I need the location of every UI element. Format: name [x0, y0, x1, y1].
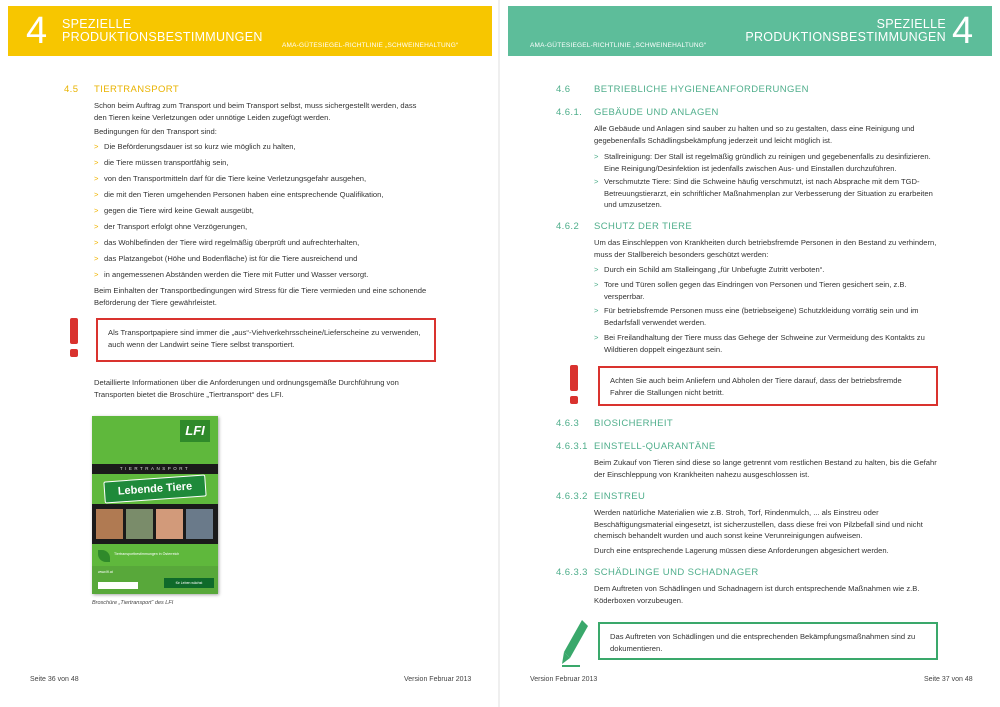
- list-item: > das Wohlbefinden der Tiere wird regelmäßig überprüft und aufrechterhalten,: [94, 238, 360, 247]
- arrow-icon: >: [594, 333, 599, 342]
- arrow-icon: >: [594, 306, 599, 315]
- list-item: > die Tiere müssen transportfähig sein,: [94, 158, 229, 167]
- list-item: > der Transport erfolgt ohne Verzögerungen,: [94, 222, 248, 231]
- cover-url: www.lfi.at: [98, 570, 113, 574]
- list-item: > das Platzangebot (Höhe und Bodenfläche) ist für die Tiere ausreichend und: [94, 254, 358, 263]
- list-item: > Die Beförderungsdauer ist so kurz wie möglich zu halten,: [94, 142, 296, 151]
- s4632-paragraph: Werden natürliche Materialien wie z.B. Stroh, Torf, Rindenmulch, ... als Einstreu oder Beschäftigungsmaterial eingesetzt, ist sicherzustellen, dass diese frei von Pilzbefall sind und nicht chemisch behandelt wurden und auch sonst keine Verunreinigungen aufweisen.: [594, 508, 923, 540]
- list-item: > in angemessenen Abständen werden die Tiere mit Futter und Wasser versorgt.: [94, 270, 369, 279]
- transport-papers-warning: Als Transportpapiere sind immer die „aus“-Viehverkehrsscheine/Lieferscheine zu verwenden, auch wenn der Landwirt seine Tiere selbst transportiert.: [96, 318, 436, 362]
- section-number: 4.5: [64, 84, 79, 95]
- chapter-title: [738, 18, 946, 44]
- list-item: > die mit den Tieren umgehenden Personen haben eine entsprechende Qualifikation,: [94, 190, 384, 199]
- list-item: > Für betriebsfremde Personen muss eine (betriebseigene) Schutzkleidung vorrätig sein und im Bedarfsfall verwendet werden.: [594, 306, 919, 327]
- section-title: TIERTRANSPORT: [94, 84, 180, 95]
- list-item: > Stallreinigung: Der Stall ist regelmäßig gründlich zu reinigen und gegebenenfalls zu desinfizieren. Eine Reinigung/Desinfektion ist jedenfalls zwischen Aus- und Einstallen durchzuführen.: [594, 152, 931, 173]
- intro-paragraph: Schon beim Auftrag zum Transport und beim Transport selbst, muss sichergestellt werden, dass den Tieren keine Verletzungen oder unnötige Leiden zugefügt werden.: [94, 101, 417, 122]
- pencil-icon: [560, 618, 590, 668]
- arrow-icon: >: [594, 177, 599, 186]
- cover-photo: [96, 509, 123, 539]
- page-number-left: Seite 36 von 48: [30, 676, 79, 683]
- version-left: Version Februar 2013: [404, 676, 472, 683]
- brochure-cover-image: [92, 416, 218, 594]
- chapter-number: 4: [26, 10, 48, 52]
- list-item: > gegen die Tiere wird keine Gewalt ausgeübt,: [94, 206, 254, 215]
- arrow-icon: >: [94, 158, 99, 167]
- cover-photo: [126, 509, 153, 539]
- arrow-icon: >: [594, 265, 599, 274]
- chapter-title: [62, 18, 263, 44]
- image-caption: Broschüre „Tiertransport“ des LFI: [92, 600, 174, 606]
- list-item: > Tore und Türen sollen gegen das Eindringen von Personen und Tieren gesichert sein, z.B. versperrbar.: [594, 280, 907, 301]
- list-item: > Bei Freilandhaltung der Tiere muss das Gehege der Schweine zur Vermeidung des Kontakts zu Wildtieren doppelt eingezäunt sein.: [594, 333, 925, 354]
- header-subtitle: AMA-GÜTESIEGEL-RICHTLINIE „SCHWEINEHALTUNG“: [530, 42, 707, 49]
- lfi-logo: LFI: [180, 420, 210, 442]
- arrow-icon: >: [94, 206, 99, 215]
- documentation-note-box: Das Auftreten von Schädlingen und die entsprechenden Bekämpfungsmaßnahmen sind zu dokumentieren.: [598, 622, 938, 660]
- chapter-title-line2: PRODUKTIONSBESTIMMUNGEN: [745, 30, 946, 44]
- left-header: [8, 6, 492, 56]
- cover-photo: [156, 509, 183, 539]
- outro-paragraph: Beim Einhalten der Transportbedingungen wird Stress für die Tiere vermieden und eine schonende Beförderung der Tiere gewährleistet.: [94, 286, 427, 307]
- list-item: > von den Transportmitteln darf für die Tiere keine Verletzungsgefahr ausgehen,: [94, 174, 367, 183]
- s461-paragraph: Alle Gebäude und Anlagen sind sauber zu halten und so zu gestalten, dass eine Reinigung und gegebenenfalls Schädlingsbekämpfung jederzeit und leicht möglich ist.: [594, 124, 915, 145]
- details-paragraph: Detaillierte Informationen über die Anforderungen und ordnungsgemäße Durchführung von Transporten bietet die Broschüre „Tiertransport“ des LFI.: [94, 378, 399, 399]
- arrow-icon: >: [94, 222, 99, 231]
- s462-paragraph: Um das Einschleppen von Krankheiten durch betriebsfremde Personen in den Bestand zu verhindern, muss der Stallbereich besonders geschützt werden:: [594, 238, 937, 259]
- cover-strip-text: TIERTRANSPORT: [92, 464, 218, 474]
- chapter-title-line1: SPEZIELLE: [62, 17, 132, 31]
- arrow-icon: >: [94, 174, 99, 183]
- arrow-icon: >: [94, 238, 99, 247]
- chapter-title-line1: SPEZIELLE: [876, 17, 946, 31]
- cover-photo: [186, 509, 213, 539]
- conditions-label: Bedingungen für den Transport sind:: [94, 127, 217, 136]
- list-item: > Durch ein Schild am Stalleingang „für Unbefugte Zutritt verboten“.: [594, 265, 825, 274]
- arrow-icon: >: [94, 142, 99, 151]
- cover-bar: für Leben wächst: [164, 578, 214, 588]
- chapter-number: 4: [952, 10, 974, 52]
- arrow-icon: >: [94, 190, 99, 199]
- driver-warning-box: Achten Sie auch beim Anliefern und Abholen der Tiere darauf, dass der betriebsfremde Fahrer die Stallungen nicht betritt.: [598, 366, 938, 406]
- leaf-icon: [98, 550, 110, 562]
- page-number-right: Seite 37 von 48: [924, 676, 973, 683]
- right-header: [508, 6, 992, 56]
- arrow-icon: >: [594, 152, 599, 161]
- s4631-paragraph: Beim Zukauf von Tieren sind diese so lange getrennt vom restlichen Bestand zu halten, bis die Gefahr der Einschleppung von Krankheiten nahezu ausgeschlossen ist.: [594, 458, 937, 479]
- cover-sign: Lebende Tiere: [103, 474, 206, 503]
- cover-logo-box: [98, 582, 138, 589]
- cover-small-text: Tiertransportbestimmungen in Österreich: [114, 552, 180, 556]
- header-subtitle: AMA-GÜTESIEGEL-RICHTLINIE „SCHWEINEHALTUNG“: [282, 42, 459, 49]
- chapter-title-line2: PRODUKTIONSBESTIMMUNGEN: [62, 30, 263, 44]
- s4633-paragraph: Dem Auftreten von Schädlingen und Schadnagern ist durch entsprechende Maßnahmen wie z.B. Köderboxen vorzubeugen.: [594, 584, 920, 605]
- arrow-icon: >: [94, 270, 99, 279]
- version-right: Version Februar 2013: [530, 676, 598, 683]
- list-item: > Verschmutzte Tiere: Sind die Schweine häufig verschmutzt, ist nach Absprache mit dem TGD-Betreuungstierarzt, ein schriftlicher Maßnahmenplan zur Verbesserung der Situation zu erarbeiten und umzusetzen.: [594, 177, 933, 209]
- s4632-paragraph-2: Durch eine entsprechende Lagerung müssen diese Anforderungen abgesichert werden.: [594, 546, 889, 555]
- arrow-icon: >: [594, 280, 599, 289]
- arrow-icon: >: [94, 254, 99, 263]
